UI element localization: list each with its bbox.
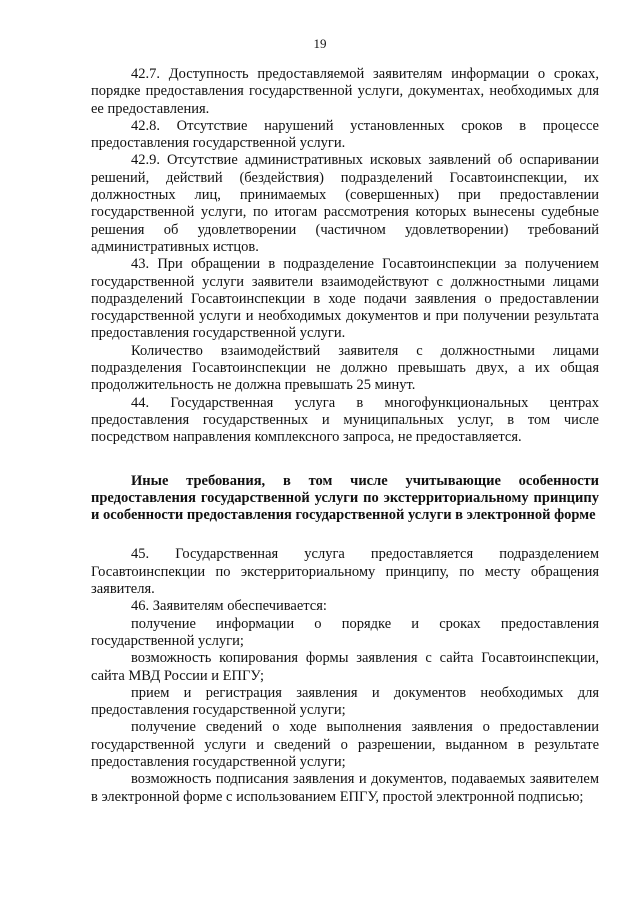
document-body xyxy=(91,66,599,806)
paragraph-45: 45. Государственная услуга предоставляется подразделением Госавтоинспекции по экстерриториальному принципу, по месту обращения заявителя. xyxy=(91,546,599,598)
paragraph-44: 44. Государственная услуга в многофункциональных центрах предоставления государственных и муниципальных услуг, в том числе посредством направления комплексного запроса, не предоставляется. xyxy=(91,394,599,446)
list-item-signature: возможность подписания заявления и документов, подаваемых заявителем в электронной форме с использованием ЕПГУ, простой электронной подписью; xyxy=(91,771,599,805)
paragraph-interactions-count: Количество взаимодействий заявителя с должностными лицами подразделения Госавтоинспекции не должно превышать двух, а их общая продолжительность не должна превышать 25 минут. xyxy=(91,342,599,394)
paragraph-42-7: 42.7. Доступность предоставляемой заявителям информации о сроках, порядке предоставления государственной услуги, документах, необходимых для ее предоставления. xyxy=(91,66,599,117)
page-number: 19 xyxy=(313,36,327,51)
list-item-info: получение информации о порядке и сроках предоставления государственной услуги; xyxy=(91,615,599,649)
list-item-status: получение сведений о ходе выполнения заявления о предоставлении государственной услуги и сведений о разрешении, выданном в результате предоставления государственной услуги; xyxy=(91,719,599,770)
paragraph-43: 43. При обращении в подразделение Госавтоинспекции за получением государственной услуги заявители взаимодействуют с должностными лицами подразделений Госавтоинспекции в ходе подачи заявления о предоставлении государственной услуги и необходимых документов и при получении результата предоставления государственной услуги. xyxy=(91,256,599,342)
list-item-copy-form: возможность копирования формы заявления с сайта Госавтоинспекции, сайта МВД России и ЕПГУ; xyxy=(91,650,599,684)
paragraph-42-9: 42.9. Отсутствие административных исковых заявлений об оспаривании решений, действий (бездействия) подразделений Госавтоинспекции, их должностных лиц, принимаемых (совершенных) при предоставлении государственной услуги, по итогам рассмотрения которых вынесены судебные решения об удовлетворении (частичном удовлетворении) требований административных истцов. xyxy=(91,152,599,255)
paragraph-46: 46. Заявителям обеспечивается: xyxy=(131,598,327,615)
section-heading: Иные требования, в том числе учитывающие особенности предоставления государственной услуги по экстерриториальному принципу и особенности предоставления государственной услуги в электронной форме xyxy=(91,472,599,524)
list-item-reception: прием и регистрация заявления и документов необходимых для предоставления государственной услуги; xyxy=(91,684,599,719)
paragraph-42-8: 42.8. Отсутствие нарушений установленных сроков в процессе предоставления государственной услуги. xyxy=(91,117,599,152)
